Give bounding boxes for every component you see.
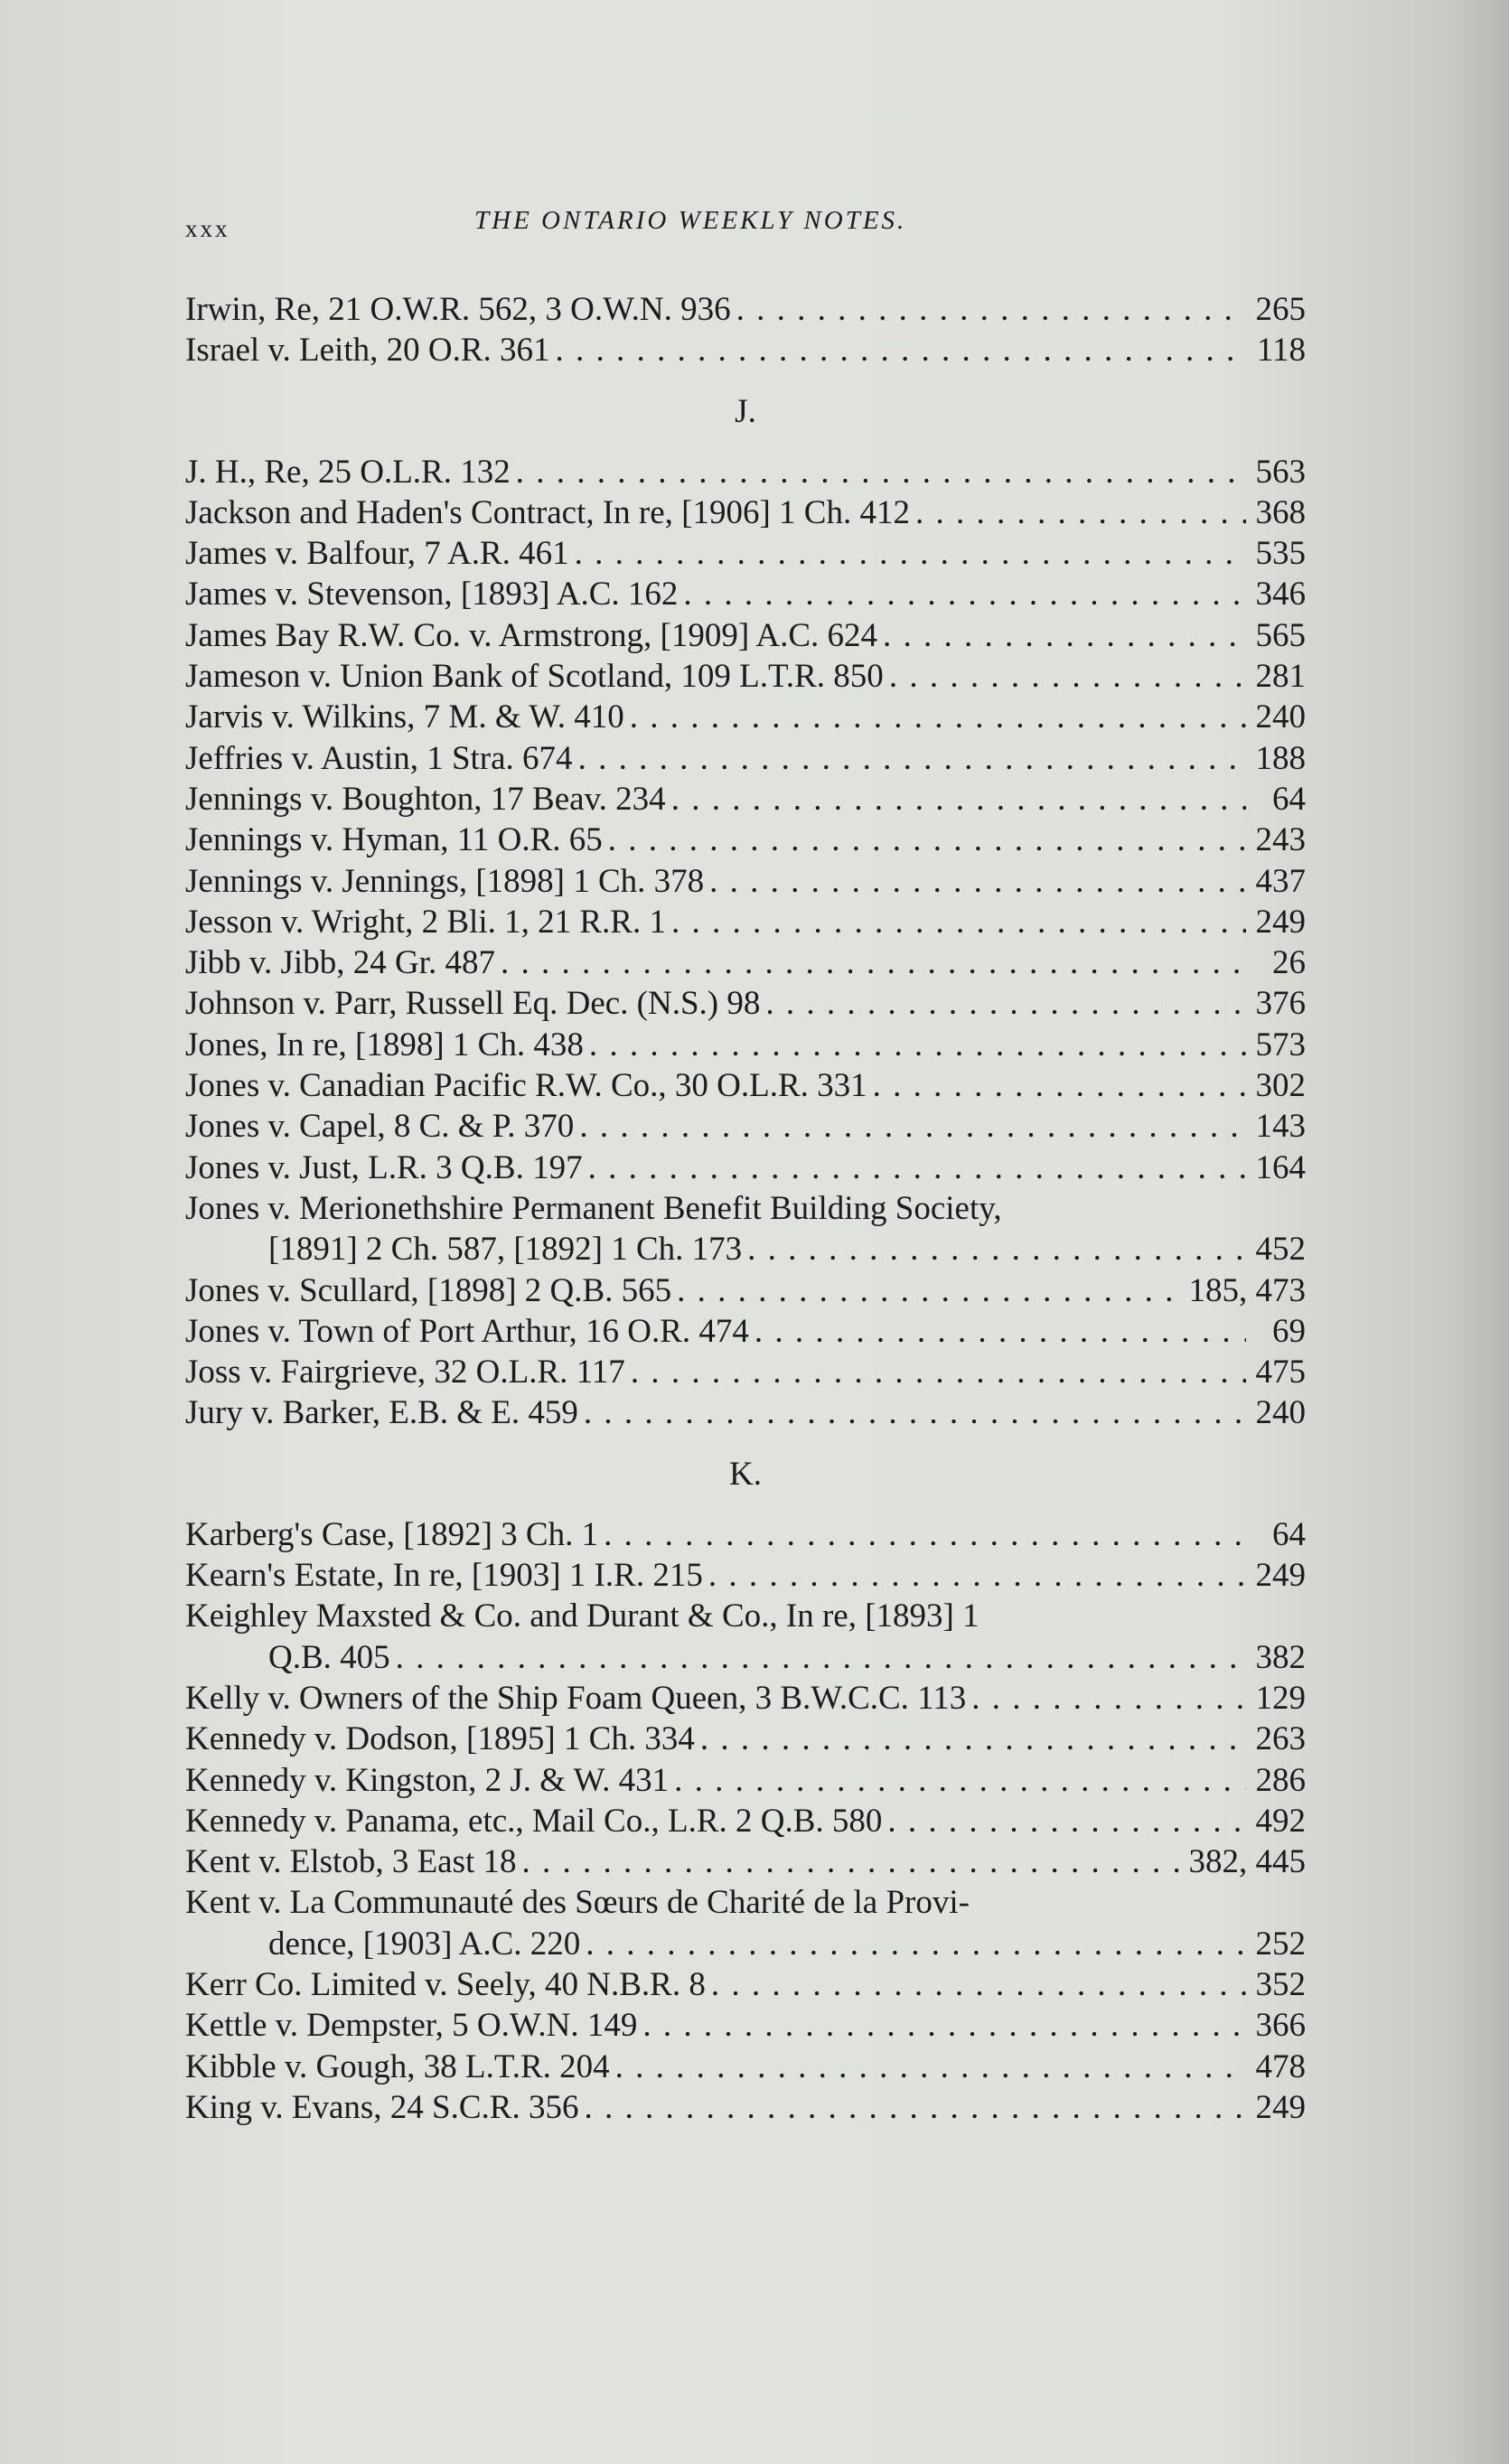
case-citation: Jennings v. Boughton, 17 Beav. 234 bbox=[185, 780, 666, 818]
index-entry bbox=[185, 1392, 1306, 1433]
dot-leader bbox=[873, 1065, 1246, 1106]
case-citation: Kibble v. Gough, 38 L.T.R. 204 bbox=[185, 2047, 610, 2085]
index-entry bbox=[185, 452, 1306, 492]
index-entry bbox=[185, 1514, 1306, 1555]
dot-leader bbox=[522, 1841, 1184, 1882]
dot-leader bbox=[608, 820, 1246, 860]
case-citation: Kerr Co. Limited v. Seely, 40 N.B.R. 8 bbox=[185, 1965, 706, 2003]
case-citation: Jackson and Haden's Contract, In re, [1906] 1 Ch. 412 bbox=[185, 493, 910, 531]
dot-leader bbox=[501, 942, 1246, 983]
index-entry bbox=[185, 615, 1306, 656]
dot-leader bbox=[586, 1924, 1246, 1964]
dot-leader bbox=[588, 1148, 1246, 1188]
running-title: THE ONTARIO WEEKLY NOTES. bbox=[474, 206, 907, 235]
case-citation: Jones v. Scullard, [1898] 2 Q.B. 565 bbox=[185, 1271, 672, 1309]
page-reference: 382, 445 bbox=[1188, 1843, 1306, 1881]
page-reference: 64 bbox=[1272, 1515, 1306, 1553]
page-reference: 475 bbox=[1255, 1354, 1306, 1391]
page-header bbox=[185, 206, 1306, 249]
case-citation: Jones v. Canadian Pacific R.W. Co., 30 O.L.R. 331 bbox=[185, 1067, 867, 1105]
page-reference: 565 bbox=[1255, 616, 1306, 654]
dot-leader bbox=[584, 2087, 1246, 2128]
case-citation: Kennedy v. Kingston, 2 J. & W. 431 bbox=[185, 1761, 670, 1799]
section-letter: K. bbox=[729, 1455, 762, 1493]
page-reference: 265 bbox=[1255, 291, 1306, 328]
dot-leader bbox=[700, 1719, 1246, 1759]
index-entry-continuation bbox=[185, 1637, 1306, 1678]
case-citation: Jennings v. Jennings, [1898] 1 Ch. 378 bbox=[185, 862, 705, 900]
case-citation: James v. Stevenson, [1893] A.C. 162 bbox=[185, 576, 679, 614]
dot-leader bbox=[747, 1229, 1246, 1269]
index-entry bbox=[185, 1841, 1306, 1882]
case-citation: Kelly v. Owners of the Ship Foam Queen, 3 B.W.C.C. 113 bbox=[185, 1679, 967, 1717]
dot-leader bbox=[575, 533, 1246, 574]
case-citation: Jibb v. Jibb, 24 Gr. 487 bbox=[185, 944, 495, 982]
case-citation: Keighley Maxsted & Co. and Durant & Co., In re, [1893] 1 bbox=[185, 1597, 979, 1635]
dot-leader bbox=[630, 697, 1246, 737]
page-reference: 302 bbox=[1255, 1067, 1306, 1105]
index-entry bbox=[185, 738, 1306, 779]
case-citation: Kennedy v. Panama, etc., Mail Co., L.R. 2 Q.B. 580 bbox=[185, 1802, 883, 1840]
dot-leader bbox=[883, 615, 1246, 656]
page-reference: 368 bbox=[1255, 493, 1306, 531]
case-citation: Jury v. Barker, E.B. & E. 459 bbox=[185, 1394, 578, 1432]
page-reference: 535 bbox=[1255, 535, 1306, 573]
index-entry bbox=[185, 1678, 1306, 1719]
case-citation: Jeffries v. Austin, 1 Stra. 674 bbox=[185, 739, 573, 777]
dot-leader bbox=[708, 1555, 1246, 1596]
index-entry bbox=[185, 820, 1306, 860]
index-entry bbox=[185, 1801, 1306, 1841]
dot-leader bbox=[615, 2047, 1246, 2087]
dot-leader bbox=[516, 452, 1246, 492]
index-entry bbox=[185, 1270, 1306, 1311]
page-reference: 249 bbox=[1255, 1557, 1306, 1595]
page-reference: 263 bbox=[1255, 1720, 1306, 1758]
dot-leader bbox=[971, 1678, 1246, 1719]
page-reference: 492 bbox=[1255, 1802, 1306, 1840]
case-citation: Jesson v. Wright, 2 Bli. 1, 21 R.R. 1 bbox=[185, 903, 666, 941]
page-reference: 366 bbox=[1255, 2007, 1306, 2045]
case-citation-continued: dence, [1903] A.C. 220 bbox=[268, 1925, 581, 1963]
case-citation: Jones, In re, [1898] 1 Ch. 438 bbox=[185, 1026, 584, 1063]
index-entry bbox=[185, 289, 1306, 330]
index-group bbox=[185, 289, 1306, 371]
case-index bbox=[185, 289, 1306, 2128]
page-reference: 286 bbox=[1255, 1761, 1306, 1799]
case-citation: James Bay R.W. Co. v. Armstrong, [1909] A.C. 624 bbox=[185, 616, 878, 654]
index-entry bbox=[185, 2005, 1306, 2046]
index-entry-continuation bbox=[185, 1229, 1306, 1269]
page-reference: 382 bbox=[1255, 1638, 1306, 1676]
dot-leader bbox=[556, 330, 1247, 370]
case-citation: Jameson v. Union Bank of Scotland, 109 L.T.R. 850 bbox=[185, 658, 884, 696]
page-reference: 26 bbox=[1272, 944, 1306, 982]
page-reference: 573 bbox=[1255, 1026, 1306, 1063]
dot-leader bbox=[604, 1514, 1246, 1555]
index-entry bbox=[185, 574, 1306, 614]
index-entry bbox=[185, 533, 1306, 574]
case-citation-continued: Q.B. 405 bbox=[268, 1638, 390, 1676]
dot-leader bbox=[915, 492, 1246, 533]
page-reference: 164 bbox=[1255, 1148, 1306, 1186]
dot-leader bbox=[754, 1311, 1246, 1352]
page-reference: 281 bbox=[1255, 658, 1306, 696]
case-citation: Joss v. Fairgrieve, 32 O.L.R. 117 bbox=[185, 1354, 625, 1391]
dot-leader bbox=[711, 1964, 1246, 2005]
index-entry bbox=[185, 1964, 1306, 2005]
page-reference: 452 bbox=[1255, 1231, 1306, 1269]
page-reference: 129 bbox=[1255, 1679, 1306, 1717]
case-citation: Jones v. Capel, 8 C. & P. 370 bbox=[185, 1108, 575, 1146]
case-citation: Kennedy v. Dodson, [1895] 1 Ch. 334 bbox=[185, 1720, 695, 1758]
dot-leader bbox=[736, 289, 1246, 330]
index-entry bbox=[185, 1882, 1306, 1923]
case-citation: Karberg's Case, [1892] 3 Ch. 1 bbox=[185, 1515, 599, 1553]
page-reference: 243 bbox=[1255, 821, 1306, 859]
index-entry bbox=[185, 779, 1306, 820]
page-reference: 352 bbox=[1255, 1965, 1306, 2003]
page-reference: 563 bbox=[1255, 453, 1306, 491]
page-reference: 118 bbox=[1256, 332, 1306, 370]
page-reference: 249 bbox=[1255, 903, 1306, 941]
index-entry bbox=[185, 1352, 1306, 1392]
dot-leader bbox=[642, 2005, 1246, 2046]
index-entry bbox=[185, 697, 1306, 737]
case-citation: J. H., Re, 25 O.L.R. 132 bbox=[185, 453, 511, 491]
dot-leader bbox=[671, 902, 1246, 942]
index-entry bbox=[185, 942, 1306, 983]
case-citation: James v. Balfour, 7 A.R. 461 bbox=[185, 535, 569, 573]
dot-leader bbox=[683, 574, 1246, 614]
section-letter: J. bbox=[735, 392, 756, 430]
case-citation: Kent v. La Communauté des Sœurs de Charité de la Provi- bbox=[185, 1884, 970, 1922]
dot-leader bbox=[579, 1106, 1246, 1147]
index-entry bbox=[185, 1025, 1306, 1065]
dot-leader bbox=[765, 983, 1246, 1024]
index-entry bbox=[185, 1760, 1306, 1801]
index-entry bbox=[185, 1065, 1306, 1106]
index-group bbox=[185, 391, 1306, 1434]
page-reference: 188 bbox=[1255, 739, 1306, 777]
case-citation: Jennings v. Hyman, 11 O.R. 65 bbox=[185, 821, 603, 859]
dot-leader bbox=[578, 738, 1246, 779]
index-entry bbox=[185, 983, 1306, 1024]
index-entry bbox=[185, 330, 1306, 370]
case-citation: Jones v. Town of Port Arthur, 16 O.R. 474 bbox=[185, 1312, 749, 1350]
index-entry bbox=[185, 2047, 1306, 2087]
case-citation-continued: [1891] 2 Ch. 587, [1892] 1 Ch. 173 bbox=[268, 1231, 743, 1269]
case-citation: Johnson v. Parr, Russell Eq. Dec. (N.S.) 98 bbox=[185, 985, 761, 1023]
case-citation: Kearn's Estate, In re, [1903] 1 I.R. 215 bbox=[185, 1557, 703, 1595]
dot-leader bbox=[396, 1637, 1246, 1678]
dot-leader bbox=[631, 1352, 1246, 1392]
index-entry bbox=[185, 861, 1306, 902]
dot-leader bbox=[887, 1801, 1246, 1841]
dot-leader bbox=[677, 1270, 1183, 1311]
case-citation: Jarvis v. Wilkins, 7 M. & W. 410 bbox=[185, 698, 624, 736]
case-citation: Jones v. Just, L.R. 3 Q.B. 197 bbox=[185, 1148, 583, 1186]
case-citation: Israel v. Leith, 20 O.R. 361 bbox=[185, 332, 550, 370]
index-entry bbox=[185, 1555, 1306, 1596]
page-number: xxx bbox=[185, 215, 230, 242]
dot-leader bbox=[584, 1392, 1246, 1433]
index-entry bbox=[185, 1596, 1306, 1636]
index-entry bbox=[185, 656, 1306, 697]
page-reference: 240 bbox=[1255, 1394, 1306, 1432]
page-reference: 252 bbox=[1255, 1925, 1306, 1963]
index-entry bbox=[185, 1719, 1306, 1759]
index-entry bbox=[185, 1188, 1306, 1229]
case-citation: Irwin, Re, 21 O.W.R. 562, 3 O.W.N. 936 bbox=[185, 291, 731, 328]
case-citation: Kent v. Elstob, 3 East 18 bbox=[185, 1843, 517, 1881]
dot-leader bbox=[589, 1025, 1246, 1065]
dot-leader bbox=[674, 1760, 1246, 1801]
case-citation: King v. Evans, 24 S.C.R. 356 bbox=[185, 2088, 579, 2126]
page-reference: 185, 473 bbox=[1188, 1271, 1306, 1309]
page-reference: 478 bbox=[1255, 2047, 1306, 2085]
index-entry bbox=[185, 1106, 1306, 1147]
page-reference: 437 bbox=[1255, 862, 1306, 900]
page-reference: 143 bbox=[1255, 1108, 1306, 1146]
page-reference: 64 bbox=[1272, 780, 1306, 818]
case-citation: Kettle v. Dempster, 5 O.W.N. 149 bbox=[185, 2007, 638, 2045]
index-entry-continuation bbox=[185, 1924, 1306, 1964]
index-entry bbox=[185, 492, 1306, 533]
page-reference: 346 bbox=[1255, 576, 1306, 614]
dot-leader bbox=[889, 656, 1246, 697]
index-entry bbox=[185, 2087, 1306, 2128]
index-entry bbox=[185, 902, 1306, 942]
page-reference: 376 bbox=[1255, 985, 1306, 1023]
case-citation: Jones v. Merionethshire Permanent Benefit Building Society, bbox=[185, 1189, 1002, 1227]
page-reference: 249 bbox=[1255, 2088, 1306, 2126]
page-reference: 69 bbox=[1272, 1312, 1306, 1350]
index-group bbox=[185, 1454, 1306, 2128]
dot-leader bbox=[671, 779, 1246, 820]
page-reference: 240 bbox=[1255, 698, 1306, 736]
dot-leader bbox=[709, 861, 1246, 902]
index-entry bbox=[185, 1148, 1306, 1188]
index-entry bbox=[185, 1311, 1306, 1352]
